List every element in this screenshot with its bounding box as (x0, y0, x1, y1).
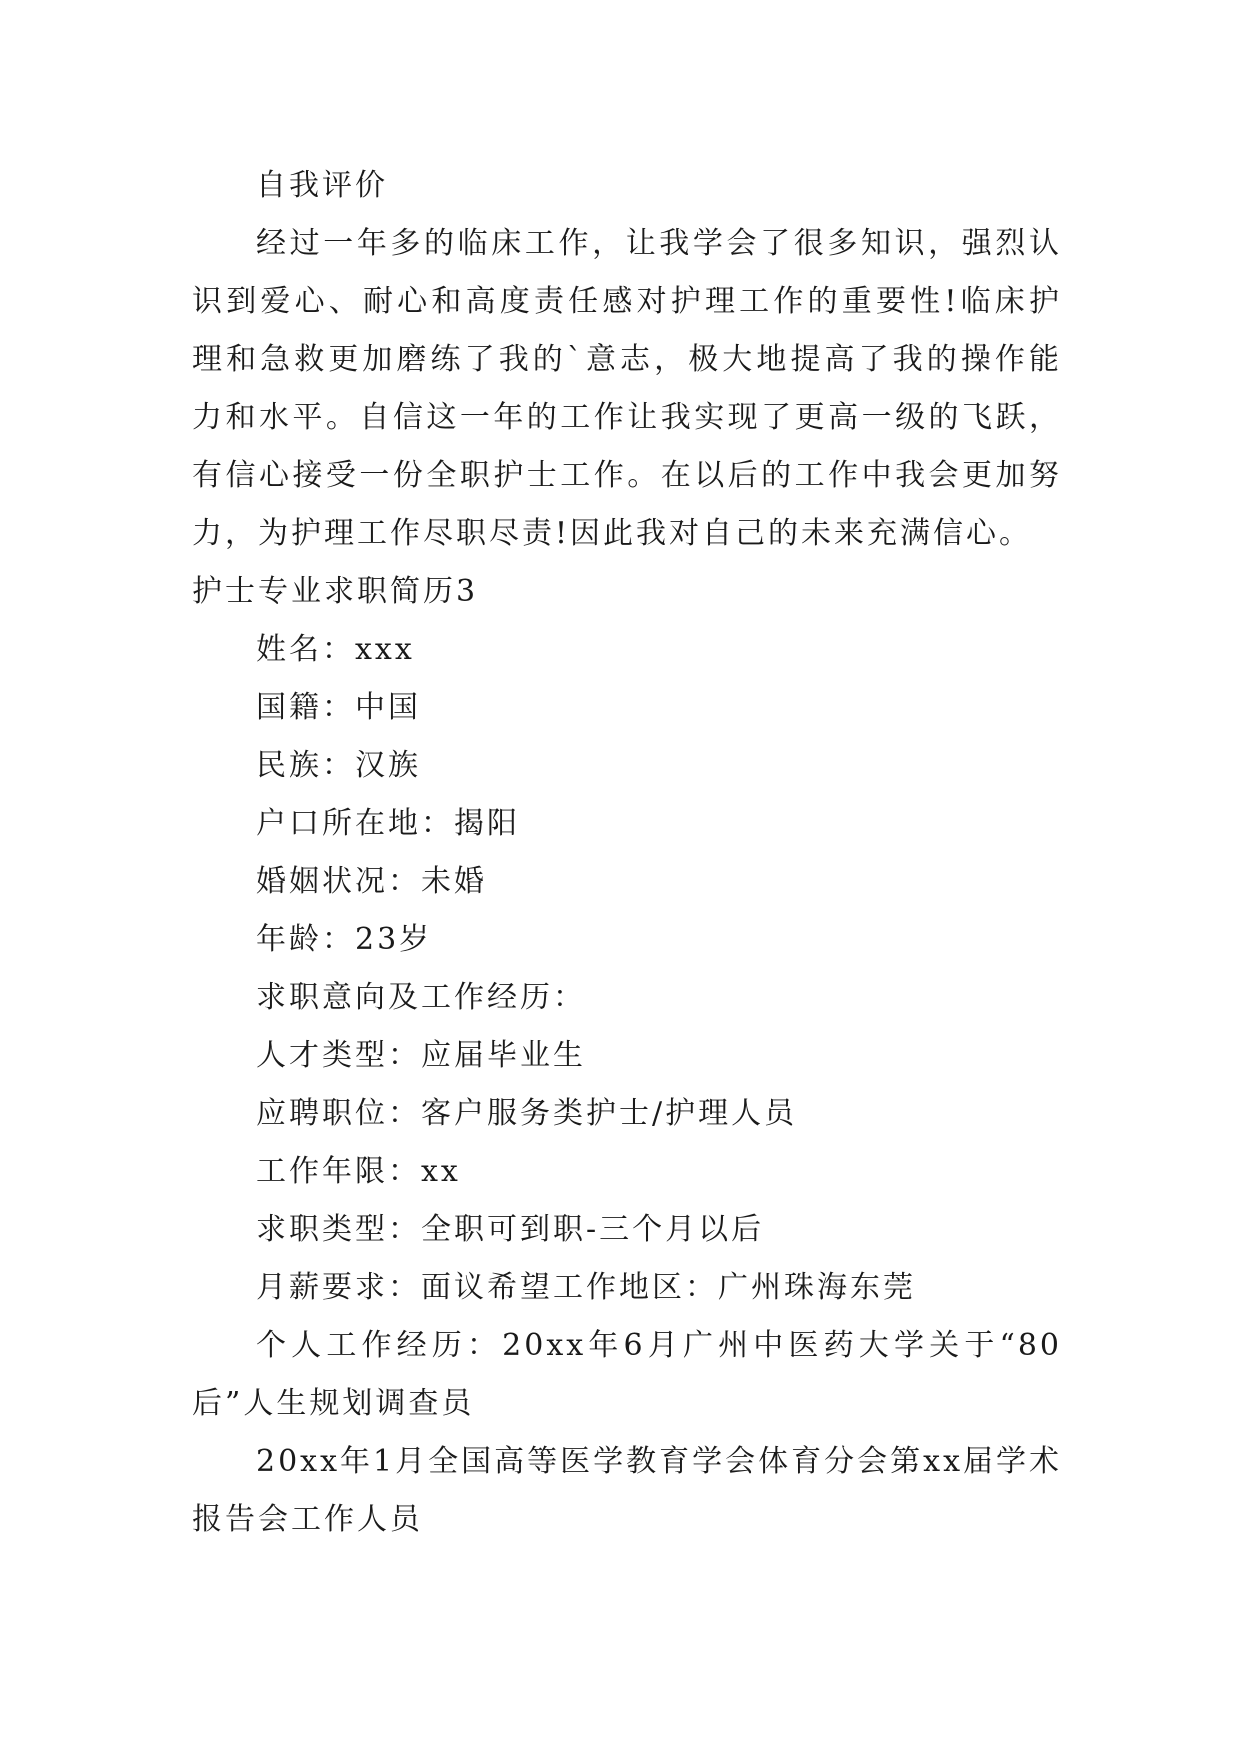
field-nationality: 国籍：中国 (256, 690, 421, 725)
field-work-years: 工作年限：xx (256, 1154, 461, 1189)
self-evaluation-heading: 自我评价 (256, 168, 388, 203)
experience-item-1: 个人工作经历：20xx年6月广州中医药大学关于“80后”人生规划调查员 (192, 1328, 1062, 1421)
resume-title: 护士专业求职简历3 (192, 574, 479, 609)
field-talent-type: 人才类型：应届毕业生 (256, 1038, 586, 1073)
field-job-type: 求职类型：全职可到职-三个月以后 (256, 1212, 765, 1247)
field-salary-region: 月薪要求：面议希望工作地区：广州珠海东莞 (256, 1270, 916, 1305)
experience-item-2: 20xx年1月全国高等医学教育学会体育分会第xx届学术报告会工作人员 (192, 1444, 1062, 1537)
field-age: 年龄：23岁 (256, 922, 433, 957)
self-evaluation-paragraph: 经过一年多的临床工作，让我学会了很多知识，强烈认识到爱心、耐心和高度责任感对护理工作的重要性!临床护理和急救更加磨练了我的`意志，极大地提高了我的操作能力和水平。自信这一年的工作让我实现了更高一级的飞跃，有信心接受一份全职护士工作。在以后的工作中我会更加努力，为护理工作尽职尽责!因此我对自己的未来充满信心。 (192, 226, 1062, 551)
document-content (192, 157, 1062, 1549)
field-name: 姓名：xxx (256, 632, 415, 667)
field-marital-status: 婚姻状况：未婚 (256, 864, 487, 899)
job-intent-heading: 求职意向及工作经历： (256, 980, 586, 1015)
field-ethnicity: 民族：汉族 (256, 748, 421, 783)
field-household-registration: 户口所在地：揭阳 (256, 806, 520, 841)
field-position: 应聘职位：客户服务类护士/护理人员 (256, 1096, 798, 1131)
